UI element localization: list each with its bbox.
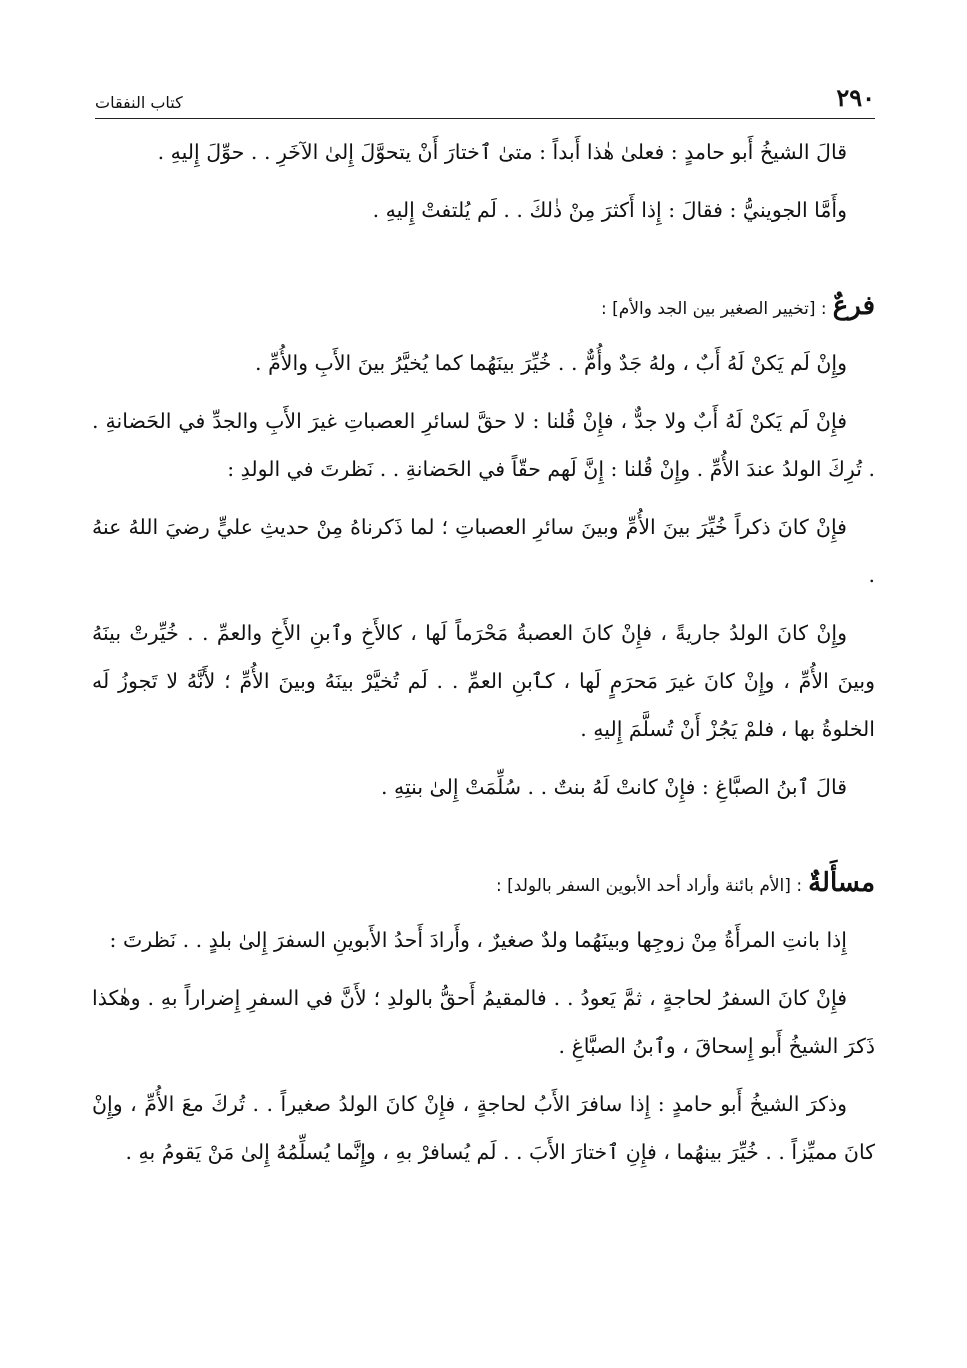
heading-title: : [تخيير الصغير بين الجد والأم] : <box>601 299 827 319</box>
paragraph: فإِنْ كانَ ذكراً خُيِّرَ بينَ الأُمِّ وبينَ سائرِ العصباتِ ؛ لما ذَكرناهُ مِنْ حديثِ عليٍّ رضيَ اللهُ عنهُ . <box>92 515 875 587</box>
section-gap <box>92 244 875 282</box>
paragraph: إِذا بانتِ المرأَةُ مِنْ زوجِها وبينَهُما ولدٌ صغيرٌ ، وأَرادَ أَحدُ الأَبوينِ السفرَ إِلىٰ بلدٍ . . نَظرتَ : <box>109 928 847 952</box>
paragraph: وذكرَ الشيخُ أَبو حامدٍ : إِذا سافرَ الأَبُ لحاجةٍ ، فإِنْ كانَ الولدُ صغيراً . . تُركَ معَ الأُمِّ ، وإِنْ كانَ مميِّزاً . . خُيِّرَ بينهُما ، فإِنِ ٱختارَ الأَبَ . . لَم يُسافرْ بهِ ، وإِنَّما يُسلِّمُهُ إِلىٰ مَنْ يَقومُ بهِ . <box>92 1092 875 1164</box>
section-heading-masala <box>92 859 875 910</box>
paragraph: فإِنْ كانَ السفرُ لحاجةٍ ، ثمَّ يَعودُ . . فالمقيمُ أَحقُّ بالولدِ ؛ لأَنَّ في السفرِ إِضراراً بهِ . وهٰكذا ذَكرَ الشيخُ أَبو إِسحاقَ ، وٱبنُ الصبَّاغِ . <box>92 986 875 1058</box>
paragraph: وأَمَّا الجوينيُّ : فقالَ : إِذا أَكثرَ مِنْ ذٰلكَ . . لَم يُلتفتْ إِليهِ . <box>372 198 847 222</box>
page-header <box>95 82 875 119</box>
heading-keyword: فرعٌ <box>832 291 875 321</box>
heading-title: : [الأم بائنة وأراد أحد الأبوين السفر بالولد] : <box>496 876 803 896</box>
paragraph: وإِنْ كانَ الولدُ جاريةً ، فإِنْ كانَ العصبةُ مَحْرَماً لَها ، كالأَخِ وٱبنِ الأَخِ والعمِّ . . خُيِّرتْ بينَهُ وبينَ الأُمِّ ، وإِنْ كانَ غيرَ مَحرَمٍ لَها ، كٱبنِ العمِّ . . لَم تُخيَّرْ بينَهُ وبينَ الأُمِّ ؛ لأَنَّهُ لا تَجوزُ لَه الخلوةُ بها ، فلمْ يَجُزْ أَنْ تُسلَّمَ إِليهِ . <box>92 621 875 741</box>
paragraph: قالَ الشيخُ أَبو حامدٍ : فعلىٰ هٰذا أَبداً : متىٰ ٱختارَ أَنْ يتحوَّلَ إِلىٰ الآخَرِ . . حوِّلَ إِليهِ . <box>157 140 847 164</box>
paragraph: وإِنْ لَم يَكنْ لَهُ أَبٌ ، ولهُ جَدٌ وأُمٌّ . . خُيِّرَ بينَهُما كما يُخيَّرُ بينَ الأَبِ والأُمِّ . <box>255 351 847 375</box>
section-gap <box>92 821 875 859</box>
page-body <box>92 128 875 1176</box>
page-number: ٢٩٠ <box>836 83 875 112</box>
heading-keyword: مسأَلةٌ <box>808 868 875 898</box>
section-heading-furu <box>92 282 875 333</box>
paragraph: فإِنْ لَم يَكنْ لَهُ أَبٌ ولا جدٌّ ، فإِنْ قُلنا : لا حقَّ لسائرِ العصباتِ غيرَ الأَبِ والجدِّ في الحَضانةِ . . تُرِكَ الولدُ عندَ الأُمِّ . وإِنْ قُلنا : إِنَّ لَهم حقّاً في الحَضانةِ . . نَظرتَ في الولدِ : <box>92 409 875 481</box>
paragraph: قالَ ٱبنُ الصبَّاغِ : فإِنْ كانتْ لَهُ بنتٌ . . سُلِّمَتْ إِلىٰ بنتِهِ . <box>380 775 847 799</box>
running-title: كتاب النفقات <box>95 93 183 112</box>
